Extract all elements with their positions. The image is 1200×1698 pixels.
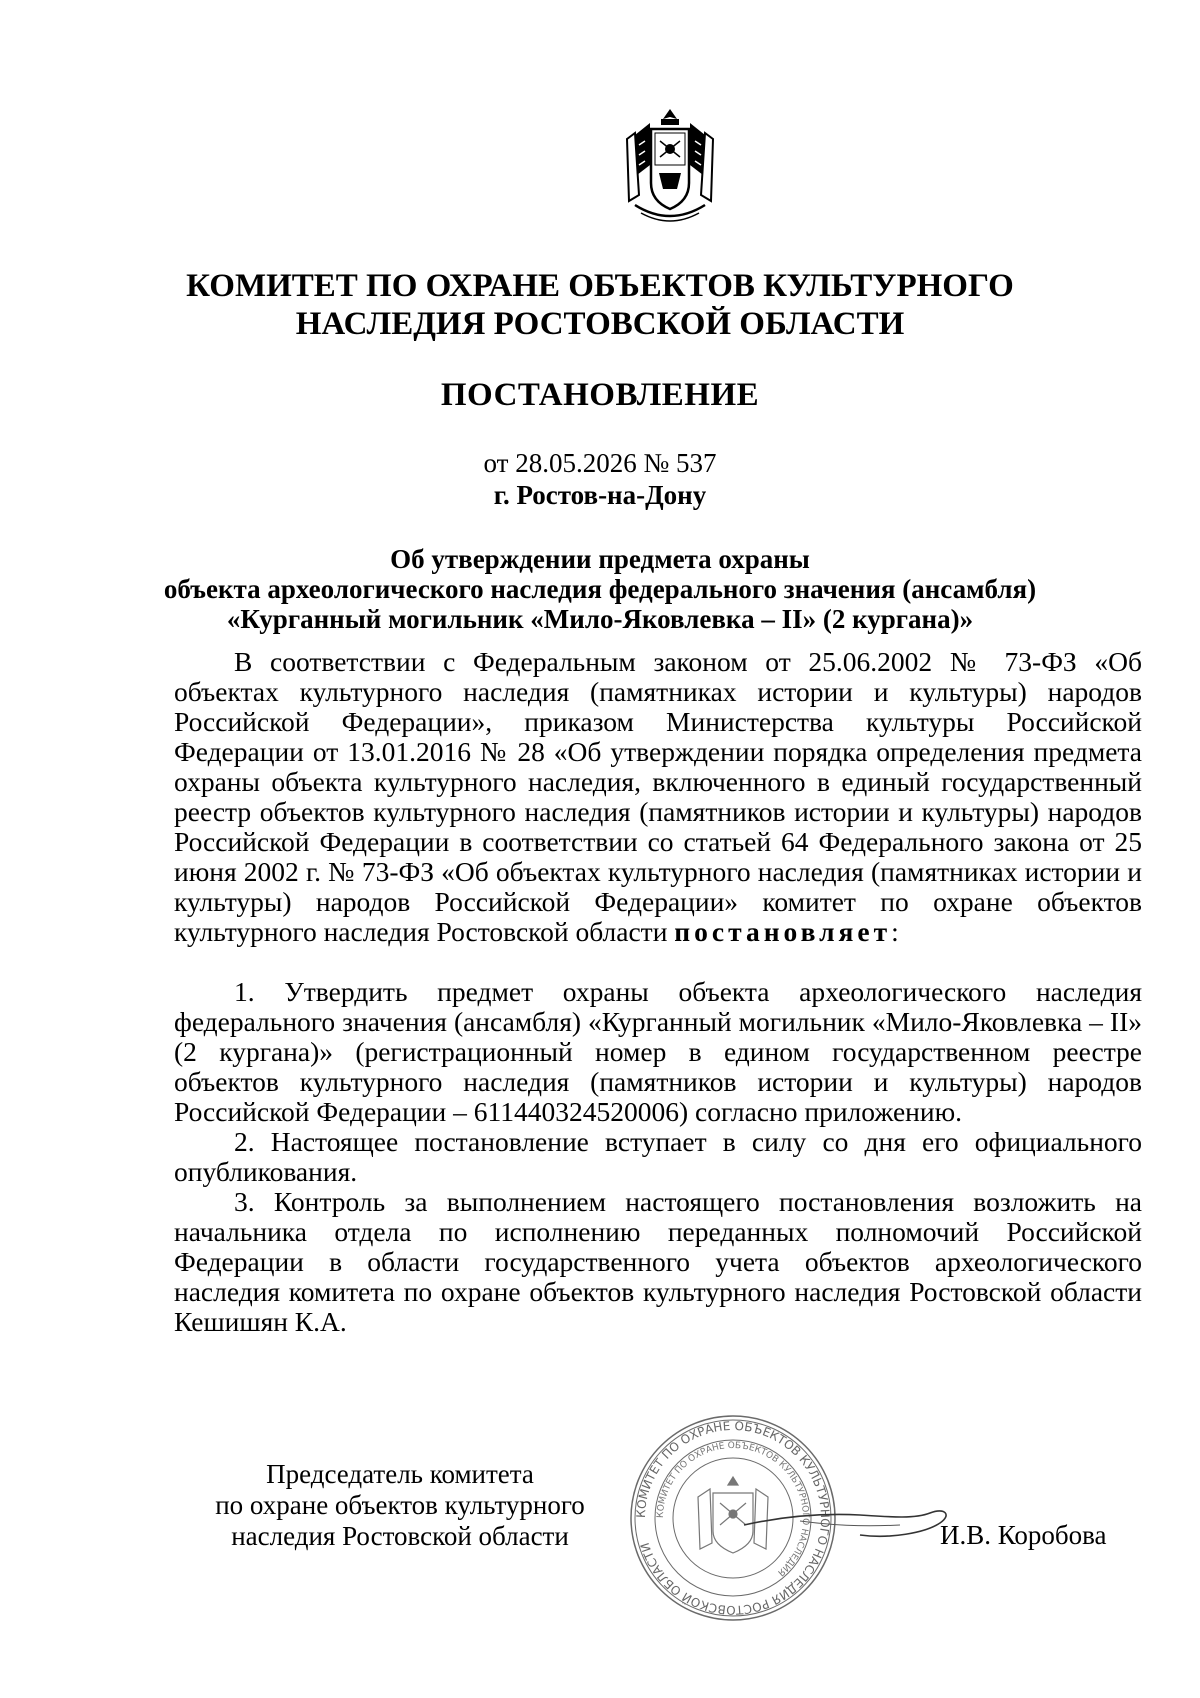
document-subject bbox=[150, 544, 1050, 634]
document-date-number: от 28.05.2026 № 537 bbox=[483, 448, 717, 478]
document-city: г. Ростов-на-Дону bbox=[493, 480, 707, 510]
subject-line3: «Курганный могильник «Мило-Яковлевка – II» (2 кургана)» bbox=[226, 604, 974, 634]
stamp-inner-text: КОМИТЕТ ПО ОХРАНЕ ОБЪЕКТОВ КУЛЬТУРНОГО НАСЛЕДИЯ bbox=[655, 1440, 811, 1578]
item-2-paragraph: 2. Настоящее постановление вступает в силу со дня его официального опубликования. bbox=[174, 1126, 1142, 1187]
subject-line1: Об утверждении предмета охраны bbox=[390, 544, 810, 574]
organization-title bbox=[150, 267, 1050, 343]
signatory-title-line3: наследия Ростовской области bbox=[231, 1521, 569, 1551]
document-type: ПОСТАНОВЛЕНИЕ bbox=[440, 377, 760, 413]
decision-colon: : bbox=[891, 916, 899, 947]
document-body bbox=[174, 647, 1142, 1337]
signatory-title-line1: Председатель комитета bbox=[266, 1459, 534, 1489]
organization-title-line2: НАСЛЕДИЯ РОСТОВСКОЙ ОБЛАСТИ bbox=[295, 306, 905, 342]
signatory-title bbox=[180, 1459, 620, 1552]
subject-line2: объекта археологического наследия федерального значения (ансамбля) bbox=[163, 574, 1037, 604]
item-3-paragraph: 3. Контроль за выполнением настоящего постановления возложить на начальника отдела по исполнению переданных полномочий Российской Федерации в области государственного учета объектов археологического наследия комитета по охране объектов культурного наследия Ростовской области Кешишян К.А. bbox=[174, 1186, 1142, 1337]
decision-word: постановляет bbox=[674, 916, 892, 947]
stamp-outer-text: КОМИТЕТ ПО ОХРАНЕ ОБЪЕКТОВ КУЛЬТУРНОГО НАСЛЕДИЯ РОСТОВСКОЙ ОБЛАСТИ bbox=[633, 1418, 833, 1618]
signatory-title-line2: по охране объектов культурного bbox=[215, 1490, 585, 1520]
coat-of-arms-icon bbox=[615, 105, 725, 230]
handwritten-signature bbox=[740, 1495, 960, 1555]
preamble-paragraph bbox=[174, 647, 1142, 947]
item-1-paragraph: 1. Утвердить предмет охраны объекта археологического наследия федерального значения (ансамбля) «Курганный могильник «Мило-Яковлевка – II» (2 кургана)» (регистрационный номер в едином государственном реестре объектов культурного наследия (памятников истории и культуры) народов Российской Федерации – 611440324520006) согласно приложению. bbox=[174, 976, 1142, 1127]
organization-title-line1: КОМИТЕТ ПО ОХРАНЕ ОБЪЕКТОВ КУЛЬТУРНОГО bbox=[186, 268, 1014, 304]
preamble-text: В соответствии с Федеральным законом от 25.06.2002 № 73-ФЗ «Об объектах культурного наследия (памятниках истории и культуры) народов Российской Федерации», приказом Министерства культуры Российской Федерации от 13.01.2016 № 28 «Об утверждении порядка определения предмета охраны объекта культурного наследия, включенного в единый государственный реестр объектов культурного наследия (памятников истории и культуры) народов Российской Федерации в соответствии со статьей 64 Федерального закона от 25 июня 2002 г. № 73-ФЗ «Об объектах культурного наследия (памятниках истории и культуры) народов Российской Федерации» комитет по охране объектов культурного наследия Ростовской области bbox=[174, 646, 1142, 947]
signer-name: И.В. Коробова bbox=[940, 1520, 1107, 1550]
